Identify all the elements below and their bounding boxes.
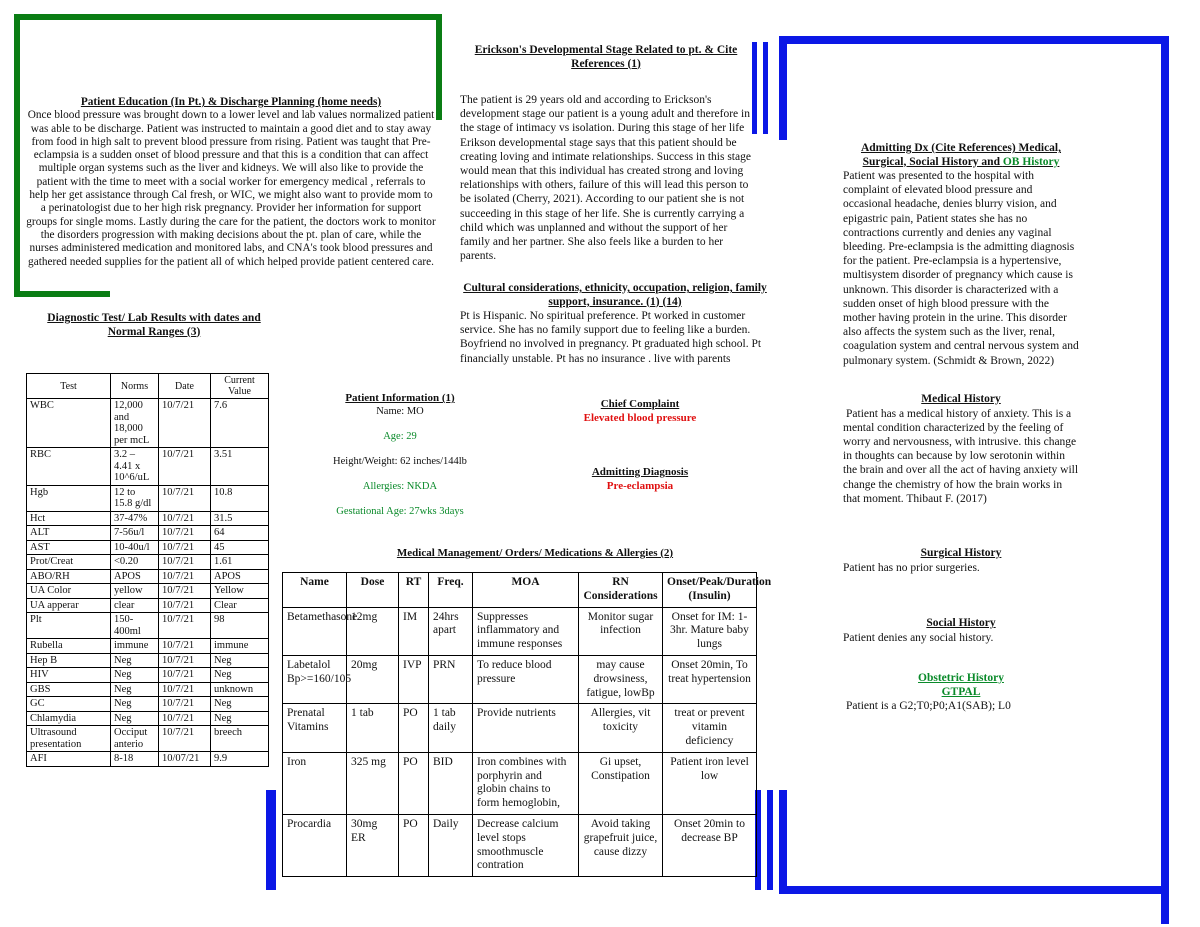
lab-cell: 10/7/21 [159,639,211,654]
lab-cell: Rubella [27,639,111,654]
lab-cell: 10/7/21 [159,485,211,511]
patient-info-section [300,392,500,518]
med-header-cell: Onset/Peak/Duration (Insulin) [663,573,757,608]
lab-cell: <0.20 [111,555,159,570]
green-frame-bottom [14,291,110,297]
blue-frame-main-left-lower [779,790,787,894]
lab-cell: yellow [111,584,159,599]
lab-row [27,584,269,599]
lab-cell: Prot/Creat [27,555,111,570]
med-row [283,752,757,814]
lab-row [27,668,269,683]
lab-cell: 10/7/21 [159,682,211,697]
lab-cell: 7-56u/l [111,526,159,541]
med-cell: BID [429,752,473,814]
patient-allergies: Allergies: NKDA [362,481,438,492]
med-cell: To reduce blood pressure [473,655,579,703]
lab-cell: Plt [27,613,111,639]
lab-header-cell: Date [159,374,211,399]
lab-cell: breech [211,726,269,752]
lab-row [27,526,269,541]
admitting-dx-title-main: Admitting Dx (Cite References) Medical, Surgical, Social History and [860,142,1062,168]
lab-cell: 12 to 15.8 g/dl [111,485,159,511]
lab-cell: immune [211,639,269,654]
med-cell: Suppresses inflammatory and immune responses [473,607,579,655]
surgical-history-body: Patient has no prior surgeries. [843,561,980,574]
med-cell: Iron [283,752,347,814]
lab-cell: Neg [211,668,269,683]
lab-row [27,711,269,726]
green-frame-right [436,14,442,120]
med-cell: Betamethasone [283,607,347,655]
lab-cell: Hep B [27,653,111,668]
lab-cell: RBC [27,448,111,486]
medications-table-header [283,573,757,608]
lab-cell: 9.9 [211,752,269,767]
surgical-history-section [843,547,1079,575]
admitting-dx-body: Patient was presented to the hospital with complaint of elevated blood pressure and occasional headache, denies blurry vision, and epigastric pain, Patient states she has no contractions currently and denies any vaginal bleeding. Pre-eclampsia is the admitting diagnosis for the patient. Pre-eclampsia is a hypertensive, multisystem disorder of pregnancy which cause is unknown. This disorder is characterized with a sudden onset of high blood pressure with the mother having protein in the urine. This disorder also affects the system such as the liver, renal, coagulation system and central nervous system and pulmonary system. (Schmidt & Brown, 2022) [843,170,1079,367]
lab-results-table [26,373,269,767]
lab-cell: 3.51 [211,448,269,486]
lab-row [27,752,269,767]
patient-height-weight: Height/Weight: 62 inches/144lb [333,456,467,467]
med-cell: PO [399,752,429,814]
med-cell: Onset 20min to decrease BP [663,814,757,876]
medications-table [282,572,772,877]
med-cell: Avoid taking grapefruit juice, cause dizzy [579,814,663,876]
lab-cell: Occiput anterio [111,726,159,752]
lab-cell: 10/7/21 [159,711,211,726]
med-cell: Gi upset, Constipation [579,752,663,814]
lab-cell: 10/7/21 [159,726,211,752]
lab-cell: 64 [211,526,269,541]
lab-cell: immune [111,639,159,654]
med-cell: Allergies, vit toxicity [579,704,663,752]
med-cell: Prenatal Vitamins [283,704,347,752]
social-history-section [843,617,1079,645]
green-frame-top [14,14,442,20]
med-cell: 30mg ER [347,814,399,876]
diagnostic-title: Diagnostic Test/ Lab Results with dates and Normal Ranges (3) [47,312,261,338]
lab-cell: 10/7/21 [159,399,211,448]
lab-cell: 98 [211,613,269,639]
obstetric-history-section [843,672,1079,713]
lab-row [27,682,269,697]
lab-cell: Chlamydia [27,711,111,726]
blue-frame-main-top [779,36,1169,44]
med-cell: IVP [399,655,429,703]
lab-cell: 8-18 [111,752,159,767]
lab-cell: clear [111,598,159,613]
patient-info-title: Patient Information (1) [345,392,455,404]
blue-frame-bottom-left-b [272,790,276,890]
med-cell: PO [399,704,429,752]
lab-cell: 10/7/21 [159,697,211,712]
med-cell: 20mg [347,655,399,703]
cultural-section [460,282,770,366]
lab-row [27,697,269,712]
lab-cell: UA Color [27,584,111,599]
med-cell: IM [399,607,429,655]
admitting-dx-section [843,142,1079,368]
lab-cell: Clear [211,598,269,613]
lab-cell: 10/7/21 [159,569,211,584]
med-cell: Iron combines with porphyrin and globin chains to form hemoglobin, [473,752,579,814]
lab-cell: 10/7/21 [159,584,211,599]
lab-cell: 10/7/21 [159,511,211,526]
med-cell: Daily [429,814,473,876]
lab-row [27,511,269,526]
patient-education-section [26,96,436,269]
lab-cell: Neg [111,697,159,712]
surgical-history-title: Surgical History [920,547,1002,559]
med-row [283,655,757,703]
obstetric-history-body: Patient is a G2;T0;P0;A1(SAB); L0 [846,700,1011,712]
lab-cell: 10/07/21 [159,752,211,767]
medical-history-title: Medical History [921,393,1001,405]
lab-row [27,726,269,752]
med-cell: PO [399,814,429,876]
med-cell: Labetalol Bp>=160/105 [283,655,347,703]
lab-cell: 10/7/21 [159,653,211,668]
patient-gestational-age: Gestational Age: 27wks 3days [336,506,464,517]
lab-cell: 150-400ml [111,613,159,639]
lab-cell: 12,000 and 18,000 per mcL [111,399,159,448]
lab-cell: Hgb [27,485,111,511]
admitting-diagnosis-section [560,465,720,493]
med-header-cell: Name [283,573,347,608]
lab-cell: 37-47% [111,511,159,526]
blue-frame-main-right [1161,36,1169,924]
lab-row [27,598,269,613]
lab-cell: 7.6 [211,399,269,448]
medical-history-section [843,393,1079,506]
med-header-cell: RT [399,573,429,608]
lab-cell: 10/7/21 [159,555,211,570]
lab-cell: APOS [211,569,269,584]
erickson-section [460,44,752,263]
med-cell: 12mg [347,607,399,655]
med-cell: 1 tab [347,704,399,752]
lab-cell: HIV [27,668,111,683]
med-cell: may cause drowsiness, fatigue, lowBp [579,655,663,703]
med-cell: Onset for IM: 1-3hr. Mature baby lungs [663,607,757,655]
med-header-cell: MOA [473,573,579,608]
blue-frame-main-bottom [779,886,1169,894]
lab-cell: UA apperar [27,598,111,613]
lab-row [27,569,269,584]
lab-header-cell: Test [27,374,111,399]
lab-cell: 31.5 [211,511,269,526]
admitting-dx-title-ob: OB History [1002,155,1060,168]
lab-cell: WBC [27,399,111,448]
lab-cell: 10/7/21 [159,613,211,639]
lab-row [27,485,269,511]
lab-table-header [27,374,269,399]
cultural-title: Cultural considerations, ethnicity, occupation, religion, family support, insurance. (1) (14) [463,282,767,308]
patient-name: Name: MO [376,406,424,417]
med-cell: 24hrs apart [429,607,473,655]
lab-row [27,448,269,486]
lab-cell: Neg [111,668,159,683]
med-cell: Onset 20min, To treat hypertension [663,655,757,703]
admitting-diagnosis-value: Pre-eclampsia [606,480,674,493]
lab-cell: Neg [211,653,269,668]
med-cell: treat or prevent vitamin deficiency [663,704,757,752]
lab-row [27,399,269,448]
patient-education-body: Once blood pressure was brought down to a lower level and lab values normalized patient was able to be discharge. Patient was instructed to maintain a good diet and to stay away from food in high salt to prevent blood pressure from rising. Patient was taught that Pre-eclampsia is a sudden onset of blood pressure and that this is a condition that can affect multiple organ systems such as the liver and kidneys. We will also like to provide the patient with the time to meet with a social worker for emergency medical , referrals to help her get assistance through Cal fresh, or WIC, we might also want to provide mom to a perinatologist due to her high risk pregnancy. Provider her information for support groups for single moms. Lastly during the care for the patient, the doctors work to monitor the disorders progression with making decisions about the pt. plan of care, while the nurses administered medication and monitored labs, and CNA's took blood pressures and gathered needed supplies for the patient all of which helped provide patient centered care. [26,109,436,268]
lab-row [27,653,269,668]
med-cell: Provide nutrients [473,704,579,752]
lab-row [27,555,269,570]
obstetric-history-title: Obstetric History [918,672,1004,684]
lab-cell: Neg [111,653,159,668]
green-frame-left [14,14,20,296]
med-cell: Monitor sugar infection [579,607,663,655]
med-header-cell: RN Considerations [579,573,663,608]
lab-cell: GC [27,697,111,712]
med-cell: Procardia [283,814,347,876]
blue-frame-erickson-right-b [763,42,768,134]
lab-cell: Hct [27,511,111,526]
lab-cell: 1.61 [211,555,269,570]
lab-cell: AFI [27,752,111,767]
lab-cell: APOS [111,569,159,584]
lab-cell: GBS [27,682,111,697]
admitting-diagnosis-title: Admitting Diagnosis [591,466,689,478]
med-cell: PRN [429,655,473,703]
social-history-body: Patient denies any social history. [843,631,994,644]
lab-header-cell: Norms [111,374,159,399]
med-row [283,814,757,876]
blue-frame-main-left [779,36,787,140]
lab-cell: 10.8 [211,485,269,511]
lab-cell: 3.2 – 4.41 x 10^6/uL [111,448,159,486]
med-row [283,704,757,752]
med-row [283,607,757,655]
cultural-body: Pt is Hispanic. No spiritual preference. Pt worked in customer service. She has no family support due to feeling like a burden. Boyfriend no involved in pregnancy. Pt graduated high school. Pt financially unstable. Pt has no insurance . live with parents [460,310,762,365]
obstetric-history-subtitle: GTPAL [941,685,981,698]
lab-cell: 10/7/21 [159,598,211,613]
lab-row [27,613,269,639]
med-header-cell: Dose [347,573,399,608]
chief-complaint-value: Elevated blood pressure [583,412,697,425]
lab-cell: 10/7/21 [159,448,211,486]
lab-cell: ALT [27,526,111,541]
patient-education-title: Patient Education (In Pt.) & Discharge Planning (home needs) [80,96,382,108]
lab-cell: 10-40u/l [111,540,159,555]
medications-title: Medical Management/ Orders/ Medications & Allergies (2) [396,547,674,559]
lab-cell: Neg [111,711,159,726]
blue-frame-bottom-mid-right [767,790,773,890]
med-cell: Decrease calcium level stops smoothmuscle contration [473,814,579,876]
lab-header-cell: Current Value [211,374,269,399]
lab-cell: Ultrasound presentation [27,726,111,752]
lab-cell: Neg [111,682,159,697]
blue-frame-erickson-right-a [752,42,757,134]
lab-cell: 10/7/21 [159,540,211,555]
lab-cell: Neg [211,711,269,726]
social-history-title: Social History [926,617,996,629]
lab-cell: AST [27,540,111,555]
chief-complaint-title: Chief Complaint [600,398,680,410]
patient-age: Age: 29 [383,431,417,442]
medical-history-body: Patient has a medical history of anxiety. This is a mental condition characterized by the feeling of worry and nervousness, with intrusive. this change in thoughts can because by low serotonin within the brain and over all the act of having anxiety will change the chemistry of how the brain works in that moment. Thibaut F. (2017) [843,407,1079,505]
erickson-body: The patient is 29 years old and according to Erickson's development stage our patient is a young adult and therefore in the stage of intimacy vs isolation. During this stage of her life Erikson developmental stage says that this patient should be creating loving and intimate relationships. Success in this stage would mean that this individual has created strong and loving relationships with others, failure of this will lead this person to be isolated (Cherry, 2021). According to our patient she is not succeeding in this stage of her life. She is currently carrying a child which was unplanned and without the support of her family and her partner. She also feels like a burden to her parents. [460,94,751,263]
med-cell: Patient iron level low [663,752,757,814]
admitting-dx-title [843,142,1079,169]
lab-cell: 10/7/21 [159,668,211,683]
lab-row [27,540,269,555]
med-header-cell: Freq. [429,573,473,608]
lab-cell: 45 [211,540,269,555]
lab-cell: Neg [211,697,269,712]
lab-cell: unknown [211,682,269,697]
lab-cell: ABO/RH [27,569,111,584]
med-cell: 325 mg [347,752,399,814]
med-cell: 1 tab daily [429,704,473,752]
erickson-title: Erickson's Developmental Stage Related to pt. & Cite References (1) [474,44,738,70]
lab-cell: 10/7/21 [159,526,211,541]
chief-complaint-section [560,397,720,425]
lab-row [27,639,269,654]
lab-cell: Yellow [211,584,269,599]
